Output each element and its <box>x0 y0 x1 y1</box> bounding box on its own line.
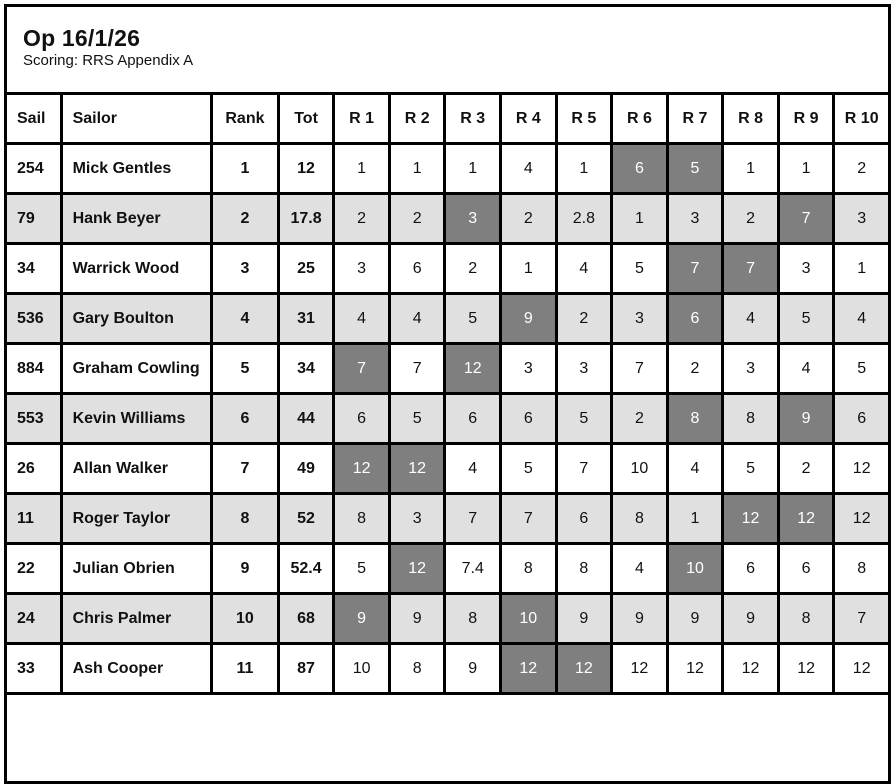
race-score-cell: 7 <box>389 344 445 394</box>
sailor-name-cell: Mick Gentles <box>61 144 212 194</box>
race-score-cell: 1 <box>389 144 445 194</box>
race-score-cell: 7.4 <box>445 544 501 594</box>
race-score-cell: 12 <box>612 644 668 694</box>
sail-number-cell: 553 <box>6 394 62 444</box>
race-score-cell: 2.8 <box>556 194 612 244</box>
race-score-cell: 7 <box>612 344 668 394</box>
sailor-name-cell: Kevin Williams <box>61 394 212 444</box>
race-score-cell: 9 <box>612 594 668 644</box>
scoring-system: Scoring: RRS Appendix A <box>23 52 194 69</box>
race-score-cell: 3 <box>834 194 890 244</box>
table-row <box>6 494 890 544</box>
race-score-cell: 7 <box>445 494 501 544</box>
race-score-cell: 8 <box>778 594 834 644</box>
race-score-cell: 6 <box>501 394 557 444</box>
race-score-cell: 1 <box>778 144 834 194</box>
sail-number-cell: 33 <box>6 644 62 694</box>
table-row <box>6 294 890 344</box>
race-score-cell: 4 <box>445 444 501 494</box>
race-score-cell: 3 <box>667 194 723 244</box>
total-points-cell: 25 <box>278 244 334 294</box>
race-score-cell: 2 <box>723 194 779 244</box>
sail-number-cell: 884 <box>6 344 62 394</box>
sail-number-cell: 254 <box>6 144 62 194</box>
col-header-total: Tot <box>278 94 334 144</box>
rank-cell: 10 <box>212 594 279 644</box>
race-score-cell: 5 <box>445 294 501 344</box>
event-title: Op 16/1/26 <box>23 25 141 51</box>
race-score-cell: 4 <box>612 544 668 594</box>
race-score-cell-discarded: 5 <box>667 144 723 194</box>
results-table <box>4 92 891 695</box>
sail-number-cell: 79 <box>6 194 62 244</box>
race-score-cell: 9 <box>723 594 779 644</box>
race-score-cell: 1 <box>667 494 723 544</box>
race-score-cell: 2 <box>334 194 390 244</box>
race-score-cell: 7 <box>501 494 557 544</box>
race-score-cell-discarded: 12 <box>556 644 612 694</box>
race-score-cell: 4 <box>556 244 612 294</box>
results-table-body <box>6 144 890 694</box>
sail-number-cell: 22 <box>6 544 62 594</box>
race-score-cell: 1 <box>556 144 612 194</box>
race-score-cell-discarded: 12 <box>501 644 557 694</box>
race-score-cell: 3 <box>334 244 390 294</box>
rank-cell: 6 <box>212 394 279 444</box>
total-points-cell: 12 <box>278 144 334 194</box>
rank-cell: 8 <box>212 494 279 544</box>
col-header-r1: R 1 <box>334 94 390 144</box>
race-score-cell: 12 <box>834 644 890 694</box>
sailor-name-cell: Warrick Wood <box>61 244 212 294</box>
rank-cell: 5 <box>212 344 279 394</box>
race-score-cell-discarded: 6 <box>612 144 668 194</box>
table-row <box>6 544 890 594</box>
race-score-cell-discarded: 9 <box>334 594 390 644</box>
race-score-cell-discarded: 7 <box>723 244 779 294</box>
race-score-cell-discarded: 12 <box>723 494 779 544</box>
race-score-cell: 2 <box>834 144 890 194</box>
race-score-cell: 5 <box>334 544 390 594</box>
col-header-r6: R 6 <box>612 94 668 144</box>
total-points-cell: 52.4 <box>278 544 334 594</box>
race-score-cell: 4 <box>778 344 834 394</box>
results-table-head <box>6 94 890 144</box>
total-points-cell: 17.8 <box>278 194 334 244</box>
race-score-cell: 5 <box>389 394 445 444</box>
race-score-cell: 6 <box>334 394 390 444</box>
total-points-cell: 87 <box>278 644 334 694</box>
race-score-cell: 5 <box>612 244 668 294</box>
race-score-cell: 6 <box>723 544 779 594</box>
race-score-cell-discarded: 7 <box>667 244 723 294</box>
race-score-cell: 6 <box>834 394 890 444</box>
rank-cell: 7 <box>212 444 279 494</box>
race-score-cell-discarded: 9 <box>501 294 557 344</box>
race-score-cell-discarded: 6 <box>667 294 723 344</box>
rank-cell: 11 <box>212 644 279 694</box>
race-score-cell-discarded: 10 <box>501 594 557 644</box>
race-score-cell: 12 <box>834 444 890 494</box>
sailor-name-cell: Graham Cowling <box>61 344 212 394</box>
race-score-cell: 9 <box>445 644 501 694</box>
table-row <box>6 194 890 244</box>
race-score-cell: 4 <box>834 294 890 344</box>
race-score-cell: 2 <box>778 444 834 494</box>
table-row <box>6 394 890 444</box>
col-header-r9: R 9 <box>778 94 834 144</box>
race-score-cell: 1 <box>501 244 557 294</box>
race-score-cell: 2 <box>556 294 612 344</box>
race-score-cell: 2 <box>389 194 445 244</box>
race-score-cell-discarded: 12 <box>334 444 390 494</box>
race-score-cell: 3 <box>556 344 612 394</box>
total-points-cell: 68 <box>278 594 334 644</box>
race-score-cell: 5 <box>778 294 834 344</box>
race-score-cell: 12 <box>834 494 890 544</box>
sailor-name-cell: Chris Palmer <box>61 594 212 644</box>
race-score-cell-discarded: 12 <box>389 544 445 594</box>
race-score-cell: 8 <box>334 494 390 544</box>
col-header-r2: R 2 <box>389 94 445 144</box>
table-row <box>6 594 890 644</box>
race-score-cell-discarded: 10 <box>667 544 723 594</box>
race-score-cell-discarded: 12 <box>778 494 834 544</box>
table-row <box>6 644 890 694</box>
race-score-cell: 1 <box>723 144 779 194</box>
race-score-cell-discarded: 8 <box>667 394 723 444</box>
table-row <box>6 344 890 394</box>
sailor-name-cell: Julian Obrien <box>61 544 212 594</box>
race-score-cell: 4 <box>667 444 723 494</box>
total-points-cell: 44 <box>278 394 334 444</box>
race-score-cell: 3 <box>723 344 779 394</box>
rank-cell: 4 <box>212 294 279 344</box>
race-score-cell: 8 <box>389 644 445 694</box>
race-score-cell: 7 <box>556 444 612 494</box>
sail-number-cell: 11 <box>6 494 62 544</box>
total-points-cell: 34 <box>278 344 334 394</box>
col-header-r10: R 10 <box>834 94 890 144</box>
race-score-cell: 2 <box>612 394 668 444</box>
race-score-cell: 5 <box>501 444 557 494</box>
race-score-cell: 9 <box>389 594 445 644</box>
table-row <box>6 144 890 194</box>
results-frame <box>4 4 891 784</box>
race-score-cell-discarded: 3 <box>445 194 501 244</box>
sailor-name-cell: Hank Beyer <box>61 194 212 244</box>
race-score-cell: 1 <box>834 244 890 294</box>
race-score-cell: 10 <box>612 444 668 494</box>
race-score-cell: 4 <box>389 294 445 344</box>
race-score-cell: 5 <box>556 394 612 444</box>
race-score-cell: 1 <box>334 144 390 194</box>
sail-number-cell: 26 <box>6 444 62 494</box>
col-header-sail: Sail <box>6 94 62 144</box>
sail-number-cell: 536 <box>6 294 62 344</box>
header-row <box>6 94 890 144</box>
race-score-cell: 4 <box>723 294 779 344</box>
race-score-cell: 12 <box>667 644 723 694</box>
col-header-rank: Rank <box>212 94 279 144</box>
race-score-cell: 5 <box>723 444 779 494</box>
race-score-cell-discarded: 12 <box>389 444 445 494</box>
sailor-name-cell: Roger Taylor <box>61 494 212 544</box>
total-points-cell: 31 <box>278 294 334 344</box>
race-score-cell: 6 <box>445 394 501 444</box>
sailor-name-cell: Allan Walker <box>61 444 212 494</box>
race-score-cell: 8 <box>612 494 668 544</box>
race-score-cell: 9 <box>556 594 612 644</box>
race-score-cell: 9 <box>667 594 723 644</box>
race-score-cell: 4 <box>501 144 557 194</box>
race-score-cell-discarded: 9 <box>778 394 834 444</box>
race-score-cell-discarded: 7 <box>778 194 834 244</box>
col-header-r5: R 5 <box>556 94 612 144</box>
race-score-cell: 2 <box>667 344 723 394</box>
race-score-cell: 3 <box>501 344 557 394</box>
race-score-cell: 10 <box>334 644 390 694</box>
race-score-cell: 12 <box>723 644 779 694</box>
race-score-cell: 5 <box>834 344 890 394</box>
col-header-r8: R 8 <box>723 94 779 144</box>
race-score-cell: 1 <box>445 144 501 194</box>
col-header-r4: R 4 <box>501 94 557 144</box>
rank-cell: 3 <box>212 244 279 294</box>
sailor-name-cell: Gary Boulton <box>61 294 212 344</box>
rank-cell: 2 <box>212 194 279 244</box>
race-score-cell-discarded: 12 <box>445 344 501 394</box>
table-row <box>6 244 890 294</box>
total-points-cell: 52 <box>278 494 334 544</box>
race-score-cell: 3 <box>612 294 668 344</box>
race-score-cell: 8 <box>834 544 890 594</box>
col-header-r3: R 3 <box>445 94 501 144</box>
race-score-cell: 8 <box>445 594 501 644</box>
race-score-cell: 1 <box>612 194 668 244</box>
race-score-cell: 7 <box>834 594 890 644</box>
rank-cell: 9 <box>212 544 279 594</box>
race-score-cell: 6 <box>389 244 445 294</box>
race-score-cell: 12 <box>778 644 834 694</box>
race-score-cell: 3 <box>389 494 445 544</box>
table-row <box>6 444 890 494</box>
race-score-cell: 8 <box>501 544 557 594</box>
total-points-cell: 49 <box>278 444 334 494</box>
col-header-sailor: Sailor <box>61 94 212 144</box>
sail-number-cell: 24 <box>6 594 62 644</box>
race-score-cell: 2 <box>501 194 557 244</box>
sail-number-cell: 34 <box>6 244 62 294</box>
race-score-cell: 6 <box>778 544 834 594</box>
col-header-r7: R 7 <box>667 94 723 144</box>
results-header <box>7 7 888 92</box>
race-score-cell-discarded: 7 <box>334 344 390 394</box>
race-score-cell: 2 <box>445 244 501 294</box>
sailor-name-cell: Ash Cooper <box>61 644 212 694</box>
race-score-cell: 4 <box>334 294 390 344</box>
rank-cell: 1 <box>212 144 279 194</box>
race-score-cell: 6 <box>556 494 612 544</box>
race-score-cell: 8 <box>723 394 779 444</box>
race-score-cell: 8 <box>556 544 612 594</box>
race-score-cell: 3 <box>778 244 834 294</box>
